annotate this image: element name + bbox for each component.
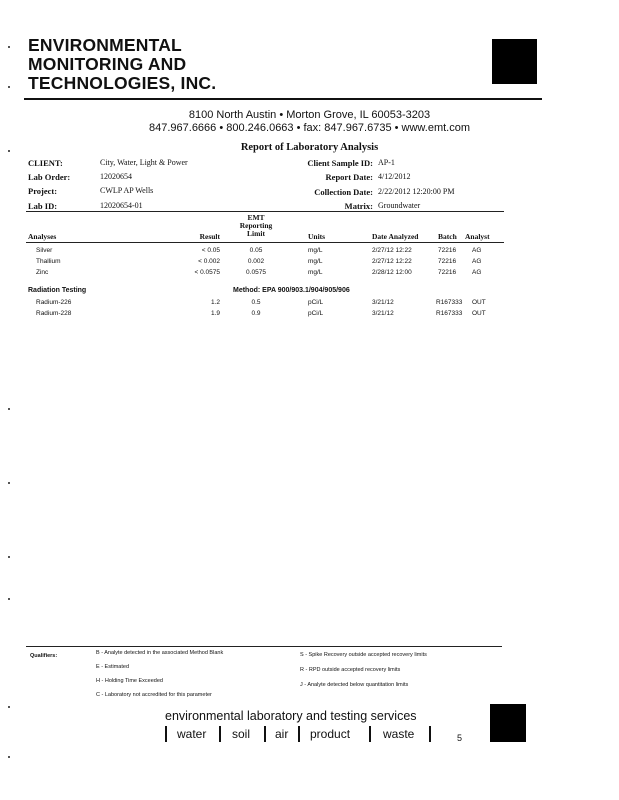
- footer-services: environmental laboratory and testing services: [165, 709, 417, 723]
- col-units: Units: [308, 232, 326, 241]
- meta-rule: [26, 211, 504, 212]
- client-sample-value: AP-1: [378, 158, 395, 167]
- scan-mark: [8, 756, 10, 758]
- company-name-line1: ENVIRONMENTAL: [28, 35, 182, 55]
- table-row-result: 1.2: [210, 299, 220, 306]
- matrix-label: Matrix:: [344, 201, 373, 211]
- qualifiers-label: Qualifiers:: [30, 653, 58, 659]
- table-row-units: pCi/L: [308, 299, 324, 306]
- col-analyses: Analyses: [28, 232, 57, 241]
- table-row-limit: 0.5: [251, 299, 261, 306]
- tag-divider: [429, 726, 431, 742]
- table-row-units: mg/L: [308, 269, 323, 276]
- table-header-rule: [26, 242, 504, 243]
- col-batch: Batch: [438, 232, 457, 241]
- footer-tag-soil: soil: [232, 727, 251, 741]
- lab-id-value: 12020654-01: [100, 201, 143, 210]
- table-row-analyte: Radium-228: [36, 310, 72, 317]
- table-row-date: 3/21/12: [372, 310, 394, 317]
- report-date-value: 4/12/2012: [378, 172, 411, 181]
- table-row-analyte: Radium-226: [36, 299, 72, 306]
- qualifier-item: C - Laboratory not accredited for this parameter: [96, 692, 212, 698]
- footer-tag-water: water: [177, 727, 207, 741]
- footer-tag-waste: waste: [383, 727, 415, 741]
- table-row-limit: 0.002: [247, 258, 265, 265]
- col-result: Result: [199, 232, 220, 241]
- table-row-analyte: Silver: [36, 247, 53, 254]
- qualifier-item: S - Spike Recovery outside accepted recovery limits: [300, 652, 427, 658]
- scan-mark: [8, 556, 10, 558]
- tag-divider: [298, 726, 300, 742]
- tag-divider: [165, 726, 167, 742]
- table-row-analyst: AG: [472, 247, 482, 254]
- table-row-batch: R167333: [436, 299, 463, 306]
- project-label: Project:: [28, 186, 58, 196]
- table-row-analyst: AG: [472, 258, 482, 265]
- qualifier-item: H - Holding Time Exceeded: [96, 678, 163, 684]
- tag-divider: [369, 726, 371, 742]
- scan-mark: [8, 706, 10, 708]
- header-rule: [24, 98, 542, 100]
- table-row-units: mg/L: [308, 258, 323, 265]
- col-emt-line3: Limit: [247, 229, 265, 238]
- scan-mark: [8, 408, 10, 410]
- report-date-label: Report Date:: [325, 172, 373, 182]
- table-row-units: pCi/L: [308, 310, 324, 317]
- client-sample-label: Client Sample ID:: [307, 158, 373, 168]
- qualifier-item: J - Analyte detected below quantitation limits: [300, 682, 409, 688]
- table-row-batch: 72216: [438, 269, 457, 276]
- tag-divider: [264, 726, 266, 742]
- lab-order-value: 12020654: [100, 172, 132, 181]
- scan-mark: [8, 46, 10, 48]
- logo-mark: [492, 39, 537, 84]
- col-date-analyzed: Date Analyzed: [372, 232, 419, 241]
- table-row-limit: 0.0575: [246, 269, 266, 276]
- table-row-batch: 72216: [438, 247, 457, 254]
- scan-mark: [8, 86, 10, 88]
- report-title: Report of Laboratory Analysis: [240, 142, 379, 153]
- lab-order-label: Lab Order:: [28, 172, 71, 182]
- table-row-date: 2/27/12 12:22: [372, 247, 412, 254]
- footer-tag-air: air: [275, 727, 289, 741]
- collection-date-label: Collection Date:: [314, 187, 373, 197]
- table-row-result: < 0.05: [201, 247, 220, 254]
- table-row-result: < 0.002: [198, 258, 220, 265]
- qualifiers-rule: [26, 646, 502, 647]
- footer-tags: [165, 726, 445, 744]
- col-emt-line1: EMT: [247, 213, 265, 222]
- table-row-units: mg/L: [308, 247, 323, 254]
- lab-id-label: Lab ID:: [28, 201, 58, 211]
- table-row-result: 1.9: [210, 310, 220, 317]
- qualifier-item: B - Analyte detected in the associated Method Blank: [96, 650, 224, 656]
- company-contact: 847.967.6666 • 800.246.0663 • fax: 847.967.6735 • www.emt.com: [149, 122, 470, 134]
- table-row-batch: R167333: [436, 310, 463, 317]
- col-emt: [228, 214, 284, 238]
- collection-date-value: 2/22/2012 12:20:00 PM: [378, 187, 455, 196]
- company-address: 8100 North Austin • Morton Grove, IL 60053-3203: [188, 109, 431, 121]
- client-label: CLIENT:: [28, 158, 63, 168]
- table-row-limit: 0.9: [251, 310, 261, 317]
- matrix-value: Groundwater: [378, 201, 421, 210]
- table-row-limit: 0.05: [249, 247, 263, 254]
- company-name-line2: MONITORING AND: [28, 54, 187, 74]
- table-row-analyst: OUT: [472, 299, 486, 306]
- table-row-analyst: AG: [472, 269, 482, 276]
- table-row-date: 2/28/12 12:00: [372, 269, 412, 276]
- project-value: CWLP AP Wells: [100, 186, 154, 195]
- table-row-batch: 72216: [438, 258, 457, 265]
- footer-tag-product: product: [310, 727, 351, 741]
- table-row-analyte: Zinc: [36, 269, 49, 276]
- qualifier-item: E - Estimated: [96, 664, 130, 670]
- company-name: [28, 36, 216, 93]
- scan-mark: [8, 598, 10, 600]
- company-name-line3: TECHNOLOGIES, INC.: [28, 73, 217, 93]
- client-value: City, Water, Light & Power: [100, 158, 188, 167]
- page-number: 5: [457, 733, 463, 743]
- table-row-result: < 0.0575: [194, 269, 220, 276]
- radiation-section-title: Radiation Testing: [28, 287, 87, 294]
- table-row-date: 2/27/12 12:22: [372, 258, 412, 265]
- scan-mark: [8, 482, 10, 484]
- col-analyst: Analyst: [465, 232, 490, 241]
- scan-mark: [8, 150, 10, 152]
- radiation-method: Method: EPA 900/903.1/904/905/906: [233, 287, 350, 294]
- col-emt-line2: Reporting: [239, 221, 273, 230]
- table-row-analyst: OUT: [472, 310, 486, 317]
- footer-logo-mark: [490, 704, 526, 742]
- table-row-date: 3/21/12: [372, 299, 394, 306]
- table-row-analyte: Thallium: [36, 258, 61, 265]
- qualifier-item: R - RPD outside accepted recovery limits: [300, 667, 401, 673]
- tag-divider: [219, 726, 221, 742]
